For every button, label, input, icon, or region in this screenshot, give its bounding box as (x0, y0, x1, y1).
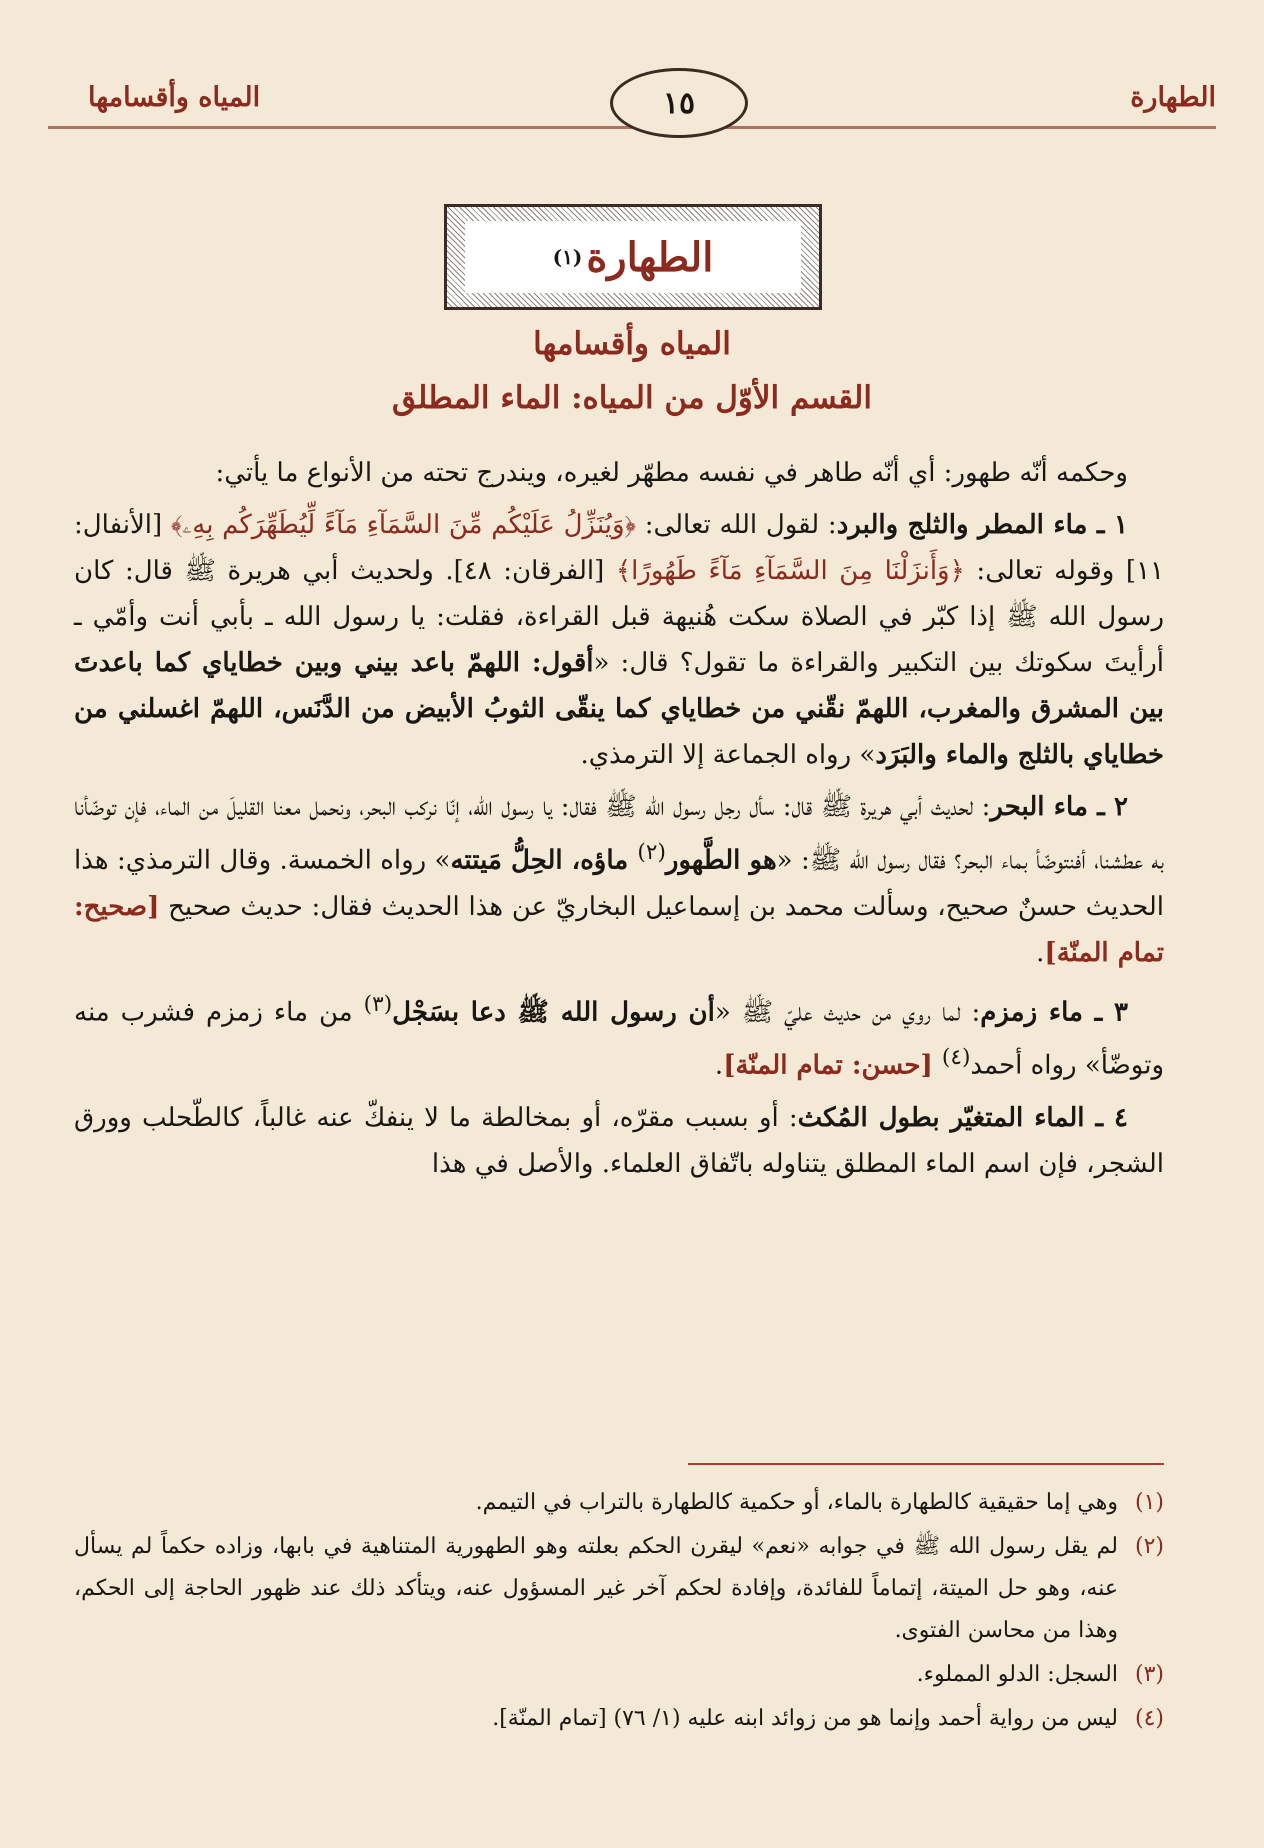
text-run: » رواه الخمسة. وقال الترمذي: هذا الحديث حسنٌ صحيح، وسألت محمد بن إسماعيل البخاريّ عن هذا الحديث فقال: حديث صحيح (74, 845, 1164, 922)
text-run: [الأنفال: ١١] وقوله تعالى: (74, 510, 1164, 586)
item-heading: ١ ـ ماء المطر والثلج والبرد (836, 510, 1128, 540)
footnote-ref-2: (٢) (637, 840, 666, 865)
text-run: : لقول الله تعالى: (636, 510, 837, 540)
text-run: . (714, 1050, 724, 1081)
footnote-ref-1: (١) (552, 245, 583, 269)
page-number: ١٥ (610, 68, 748, 138)
subsection-title: القسم الأوّل من المياه: الماء المطلق (392, 380, 872, 416)
chapter-title-frame (444, 204, 822, 310)
footnote-text: السجل: الدلو المملوء. (916, 1662, 1118, 1687)
footnote-text: وهي إما حقيقية كالطهارة بالماء، أو حكمية كالطهارة بالتراب في التيمم. (475, 1490, 1118, 1515)
footnote-number: (٣) (1134, 1662, 1164, 1687)
hadith-text: أقول: اللهمّ باعد بيني وبين خطاياي كما باعدتَ بين المشرق والمغرب، اللهمّ نقّني من خطاياي كما ينقّى الثوبُ الأبيض من الدَّنَس، اللهمّ اغسلني من خطاياي بالثلج والماء والبَرَد (74, 648, 1164, 770)
footnote-number: (٤) (1134, 1706, 1164, 1731)
footnote-ref-4: (٤) (941, 1045, 971, 1071)
hadith-text: ماؤه، الحِلُّ مَيتته (450, 845, 638, 876)
footnote-text: ليس من رواية أحمد وإنما هو من زوائد ابنه عليه (١/ ٧٦) [تمام المنّة]. (492, 1706, 1118, 1731)
hadith-text: هو الطَّهور (665, 845, 777, 876)
item-heading: ٢ ـ ماء البحر (990, 792, 1128, 822)
running-header (48, 60, 1216, 129)
text-run: . (1036, 937, 1045, 968)
chapter-title-text: الطهارة (586, 233, 714, 281)
intro-paragraph: وحكمه أنّه طهور: أي أنّه طاهر في نفسه مطهّر لغيره، ويندرج تحته من الأنواع ما يأتي: (215, 458, 1128, 488)
hadith-grade: [صحيح: تمام المنّة] (74, 891, 1164, 968)
footnote (74, 1482, 1164, 1524)
footnote-number: (٢) (1134, 1534, 1164, 1559)
header-chapter-title: الطهارة (1130, 82, 1216, 113)
quran-verse: ﴿وَيُنَزِّلُ عَلَيْكُم مِّنَ السَّمَآءِ مَآءً لِّيُطَهِّرَكُم بِهِۦ﴾ (170, 510, 637, 540)
chapter-title (465, 221, 801, 293)
paragraph-rain-water (74, 502, 1164, 778)
footnote (74, 1654, 1164, 1696)
header-section-title: المياه وأقسامها (88, 82, 261, 113)
text-run: : لما روي من حديث عليّ ﷺ « (714, 997, 981, 1028)
main-text (74, 450, 1164, 1193)
text-run: : أو بسبب مقرّه، أو بمخالطة ما لا ينفكّ عنه غالباً، كالطّحلب وورق الشجر، فإن اسم الماء المطلق يتناوله باتّفاق العلماء. والأصل في هذا (74, 1102, 1164, 1179)
footnote-number: (١) (1134, 1490, 1164, 1515)
text-run: [الفرقان: ٤٨]. ولحديث أبي هريرة ﷺ قال: كان رسول الله ﷺ إذا كبّر في الصلاة سكت هُنيهة قبل القراءة، فقلت: يا رسول الله ـ بأبي أنت وأمّي ـ أرأيتَ سكوتك بين التكبير والقراءة ما تقول؟ قال: « (74, 556, 1165, 678)
quran-verse: ﴿وَأَنزَلْنَا مِنَ السَّمَآءِ مَآءً طَهُورًا﴾ (615, 556, 965, 586)
item-heading: ٣ ـ ماء زمزم (980, 997, 1128, 1028)
hadith-text: أن رسول الله ﷺ دعا بسَجْل (392, 997, 715, 1028)
footnotes (74, 1482, 1164, 1742)
footnote-separator (688, 1463, 1164, 1465)
text-run: : لحديث أبي هريرة ﷺ قال: سأل رجل رسول الله ﷺ فقال: يا رسول الله، إنّا نركب البحر، ونحمل معنا القليلَ من الماء، فإن توضّأنا به عطشنا، أفنتوضّأ بماء البحر؟ فقال رسول الله ﷺ: « (74, 792, 1165, 876)
text-run: » رواه الجماعة إلا الترمذي. (580, 740, 876, 770)
footnote-text: لم يقل رسول الله ﷺ في جوابه «نعم» ليقرن الحكم بعلته وهو الطهورية المتناهية في بابها، وزاده حكماً لم يسأل عنه، وهو حل الميتة، إتماماً للفائدة، وإفادة لحكم آخر غير المسؤول عنه، ويتأكد ذلك عند ظهور الحاجة إلى الحكم، وهذا من محاسن الفتوى. (74, 1534, 1118, 1643)
section-title: المياه وأقسامها (533, 326, 731, 362)
footnote (74, 1526, 1164, 1652)
item-heading: ٤ ـ الماء المتغيّر بطول المُكث (797, 1102, 1128, 1133)
paragraph-stagnant-water (74, 1095, 1164, 1187)
footnote (74, 1698, 1164, 1740)
text-run: من ماء زمزم فشرب منه وتوضّأ» رواه أحمد (74, 997, 1164, 1081)
hadith-grade: [حسن: تمام المنّة] (723, 1050, 942, 1081)
footnote-ref-3: (٣) (363, 991, 393, 1017)
paragraph-zamzam-water (74, 982, 1164, 1089)
paragraph-sea-water (74, 784, 1164, 976)
